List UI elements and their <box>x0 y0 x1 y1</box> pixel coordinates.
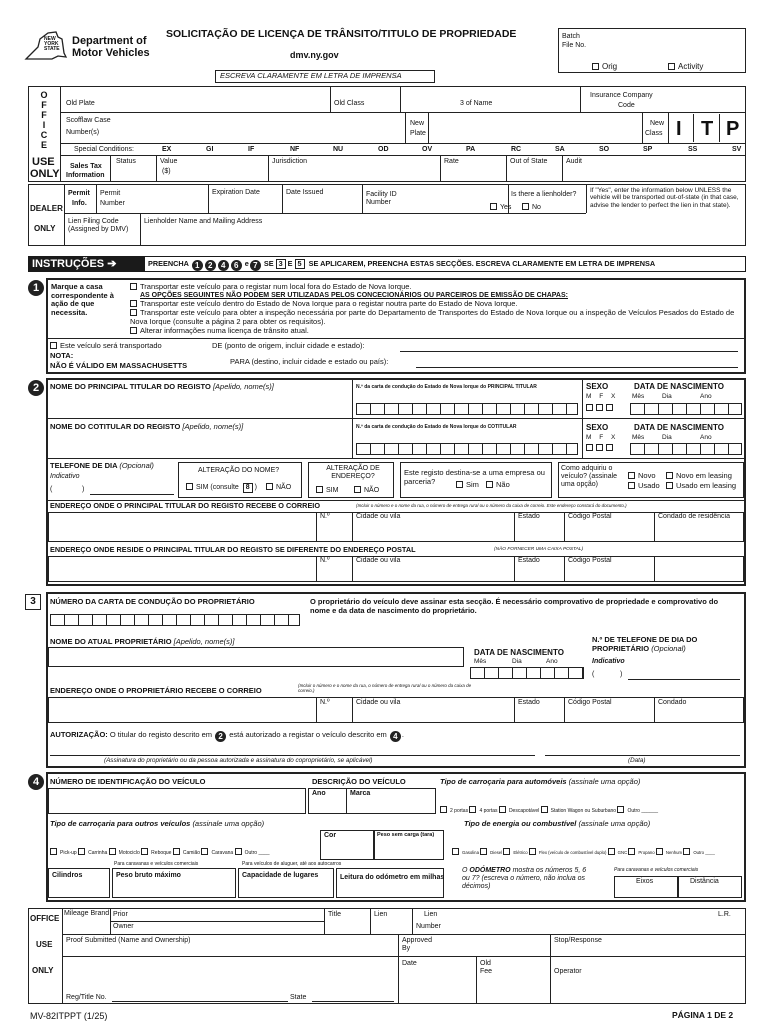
res-zip: Código Postal <box>568 557 612 564</box>
dealer-only-label: ONLY <box>34 224 56 233</box>
lien-filing-1: Lien Filing Code <box>68 218 119 225</box>
permit-number-1: Permit <box>100 190 121 197</box>
commercial-note: Para caravanas e veículos comerciais <box>614 867 699 873</box>
signature-line[interactable] <box>50 755 535 756</box>
business-question: Este registo destina-se a uma empresa ou parceria? <box>404 468 545 486</box>
option-in-state[interactable]: Transportar este veículo dentro do Estado de Nova Iorque para o registar noutra parte do Estado de Nova Iorque. <box>130 300 517 309</box>
transported-checkbox[interactable] <box>50 342 57 349</box>
dob-ano-2: Ano <box>700 434 712 441</box>
office-side-label: O F F I C E <box>40 90 48 150</box>
dealer-restriction-note: AS OPÇÕES SEGUINTES NÃO PODEM SER UTILIZADAS PELOS CONCECIONÁRIOS OU PARCEIROS DE EMISSÃO DE CHAPAS: <box>140 292 568 299</box>
auto-body-options[interactable]: 2 portas 4 portas Descapotável Station Wagon ou Suburbano Outro ______ <box>440 806 658 815</box>
permit-info-1: Permit <box>68 190 90 197</box>
acquired-novo-leasing-check[interactable] <box>666 472 673 479</box>
license-cotitular-label: N.º da carta de condução do Estado de Nova Iorque do COTITULAR <box>356 424 517 430</box>
scofflaw-numbers: Number(s) <box>66 129 100 136</box>
dob-ano: Ano <box>700 393 712 400</box>
owner: Owner <box>113 923 134 930</box>
cond-nf: NF <box>290 146 300 153</box>
address-change-no-check[interactable] <box>354 486 361 493</box>
bus-note: Para veículos de aluguer, até aos autocarros <box>242 861 342 867</box>
sexo-label: SEXO <box>586 382 609 391</box>
proof-submitted: Proof Submitted (Name and Ownership) <box>66 937 191 944</box>
owner-license-label: NÚMERO DA CARTA DE CONDUÇÃO DO PROPRIETÁRIO <box>50 597 255 606</box>
date-caption: (Data) <box>628 757 646 764</box>
arrow-right-icon: ➔ <box>107 258 117 270</box>
license-cotitular-field[interactable] <box>356 443 578 455</box>
state-line[interactable] <box>312 1001 394 1002</box>
lien-no-check[interactable] <box>522 203 529 210</box>
fuel-propane[interactable] <box>628 848 635 855</box>
dealer-label: DEALER <box>30 204 63 213</box>
business-yes[interactable]: Sim <box>456 481 479 490</box>
cond-ss: SS <box>688 146 698 153</box>
scofflaw-case: Scofflaw Case <box>66 117 111 124</box>
sex-f-check-2[interactable] <box>596 444 603 451</box>
new-class-2: Class <box>645 130 663 137</box>
insurance-company: Insurance Company <box>590 92 653 99</box>
office-bottom-office: OFFICE <box>30 914 60 923</box>
mail-state: Estado <box>518 513 540 520</box>
cond-sa: SA <box>555 146 565 153</box>
nota-text: NÃO É VÁLIDO EM MASSACHUSETTS <box>50 361 188 370</box>
name-change-no-check[interactable] <box>266 483 273 490</box>
body-other-vehicle[interactable] <box>235 848 242 855</box>
cond-if: IF <box>248 146 255 153</box>
dob-dia: Dia <box>662 393 672 400</box>
business-yes-check[interactable] <box>456 481 463 488</box>
insurance-code: Code <box>618 102 635 109</box>
acquired-novo[interactable]: Novo <box>628 472 656 481</box>
mail-zip: Código Postal <box>568 513 612 520</box>
permit-number-2: Number <box>100 200 125 207</box>
owner-mail-state: Estado <box>518 699 540 706</box>
lien-number-2: Number <box>416 923 441 930</box>
mileage-brand: Mileage Brand <box>64 910 110 917</box>
owner-mail-zip: Código Postal <box>568 699 612 706</box>
owner-phone-label: N.º DE TELEFONE DE DIA DO PROPRIETÁRIO (Opcional) <box>592 635 698 653</box>
cond-ov: OV <box>422 146 433 153</box>
distance-label: Distância <box>690 878 719 885</box>
fuel-diesel[interactable] <box>480 848 487 855</box>
fuel-other[interactable] <box>683 848 690 855</box>
vin-field[interactable] <box>48 788 306 814</box>
lienholder-name-address: Lienholder Name and Mailing Address <box>144 218 263 225</box>
owner-dob-ano: Ano <box>546 658 558 665</box>
lien-yes-check[interactable] <box>490 203 497 210</box>
mail-county: Condado de residência <box>658 513 730 520</box>
audit: Audit <box>566 158 582 165</box>
to-input-line[interactable] <box>416 367 738 368</box>
body-pickup[interactable] <box>50 848 57 855</box>
batch-label: Batch <box>562 33 580 40</box>
date-label: Date <box>402 960 417 967</box>
website: dmv.ny.gov <box>290 50 339 60</box>
option-out-of-state[interactable]: Transportar este veículo para o registar num local fora do Estado de Nova Iorque. <box>130 283 412 292</box>
signature-caption: (Assinatura do proprietário ou da pessoa autorizada e assinatura do coproprietário, se aplicável) <box>104 757 373 764</box>
value-unit: ($) <box>162 168 171 175</box>
value: Value <box>160 158 178 165</box>
three-of-name: 3 of Name <box>460 100 493 107</box>
option-change-info[interactable]: Alterar informações numa licença de trânsito atual. <box>130 327 309 336</box>
acquired-usado-leasing-check[interactable] <box>666 482 673 489</box>
status: Status <box>116 158 136 165</box>
address-change-yes-check[interactable] <box>316 486 323 493</box>
principal-dob-field[interactable] <box>630 403 742 415</box>
fuel-none[interactable] <box>656 848 663 855</box>
cotitular-name-input[interactable] <box>46 458 746 459</box>
from-label: DE (ponto de origem, incluir cidade e estado): <box>212 341 365 350</box>
owner-mail-city: Cidade ou vila <box>356 699 401 706</box>
cond-nu: NU <box>333 146 344 153</box>
activity-checkbox[interactable]: Activity <box>668 62 703 71</box>
mail-address-label: ENDEREÇO ONDE O PRINCIPAL TITULAR DO REGISTO RECEBE O CORREIO <box>50 501 321 510</box>
authorization-text: AUTORIZAÇÃO: O titular do registo descrito em 2 está autorizado a registar o veículo descrito em 4 . <box>50 730 404 741</box>
body-4-doors[interactable] <box>469 806 476 813</box>
instructions-title: INSTRUÇÕES ➔ <box>32 258 117 270</box>
other-body-label: Tipo de carroçaria para outros veículos (assinale uma opção) <box>50 819 265 828</box>
fuel-cng[interactable] <box>608 848 615 855</box>
office-bottom-use: USE <box>36 940 53 949</box>
activity-check[interactable] <box>668 63 675 70</box>
acquired-novo-leasing[interactable]: Novo em leasing <box>666 472 732 481</box>
owner-dob-dia: Dia <box>512 658 522 665</box>
res-state: Estado <box>518 557 540 564</box>
date-issued: Date Issued <box>286 189 324 196</box>
acquired-novo-check[interactable] <box>628 472 635 479</box>
old-plate: Old Plate <box>66 100 95 107</box>
lien-number-1: Lien <box>424 911 438 918</box>
option-in-state-check[interactable] <box>130 300 137 307</box>
name-change-question: ALTERAÇÃO DO NOME? <box>198 467 280 474</box>
stop-response: Stop/Response <box>554 937 602 944</box>
cond-sv: SV <box>732 146 742 153</box>
owner-name-field[interactable] <box>48 647 464 667</box>
res-city: Cidade ou vila <box>356 557 401 564</box>
body-station-wagon[interactable] <box>541 806 548 813</box>
dob-mes: Mês <box>632 393 645 400</box>
sex-x-check[interactable] <box>606 404 613 411</box>
facility-id-2: Number <box>366 199 391 206</box>
lien-no[interactable]: No <box>522 203 541 212</box>
lienholder-question: Is there a lienholder? <box>511 191 577 198</box>
approved-label: Approved <box>402 937 432 944</box>
business-no-check[interactable] <box>486 481 493 488</box>
form-id: MV-82ITPPT (1/25) <box>30 1011 108 1021</box>
section-2-marker: 2 <box>28 380 44 396</box>
vin-label: NÚMERO DE IDENTIFICAÇÃO DO VEÍCULO <box>50 777 206 786</box>
page-number: PÁGINA 1 DE 2 <box>672 1010 734 1020</box>
use-label: USE <box>32 156 55 168</box>
option-inspection-check[interactable] <box>130 309 137 316</box>
orig-check[interactable] <box>592 63 599 70</box>
dob-mes-2: Mês <box>632 434 645 441</box>
lien-label: Lien <box>374 911 388 918</box>
acquired-usado-check[interactable] <box>628 482 635 489</box>
owner-mail-label: ENDEREÇO ONDE O PROPRIETÁRIO RECEBE O CORREIO <box>50 686 262 695</box>
logo-state-text: NEW YORK STATE <box>44 36 60 52</box>
vehicle-desc-label: DESCRIÇÃO DO VEÍCULO <box>312 777 406 786</box>
mail-city: Cidade ou vila <box>356 513 401 520</box>
batch-box <box>558 28 746 73</box>
form-title: SOLICITAÇÃO DE LICENÇA DE TRÂNSITO/TITULO DE PROPRIEDADE <box>166 28 517 40</box>
odometer-label: Leitura do odómetro em milhas <box>340 874 445 881</box>
sales-tax: Sales Tax <box>70 163 102 170</box>
dob-label: DATA DE NASCIMENTO <box>634 382 724 391</box>
body-motorcycle[interactable] <box>109 848 116 855</box>
to-label: PARA (destino, incluir cidade e estado ou país): <box>230 357 389 366</box>
vehicle-year: Ano <box>312 790 326 797</box>
owner-phone-paren-open: ( <box>592 671 595 678</box>
sex-x-check-2[interactable] <box>606 444 613 451</box>
odometer-field[interactable] <box>336 868 444 898</box>
cond-od: OD <box>378 146 389 153</box>
owner-phone-indicativo: Indicativo <box>592 658 625 665</box>
owner-dob-mes: Mês <box>474 658 487 665</box>
auto-body-label: Tipo de carroçaria para automóveis (assinale uma opção) <box>440 777 641 786</box>
phone-label: TELEFONE DE DIA (Opcional) <box>50 461 154 470</box>
permit-info-2: Info. <box>72 200 87 207</box>
axles-label: Eixos <box>636 878 654 885</box>
section-3-marker: 3 <box>25 594 41 610</box>
sex-m-check-2[interactable] <box>586 444 593 451</box>
body-trailer[interactable] <box>141 848 148 855</box>
body-van[interactable] <box>78 848 85 855</box>
name-change-yes[interactable]: SIM (consulte 8 ) <box>186 483 257 493</box>
color-label: Cor <box>324 832 337 839</box>
new-plate-1: New <box>410 120 425 127</box>
owner-mail-county: Condado <box>658 699 687 706</box>
office-bottom-only: ONLY <box>32 966 54 975</box>
acquired-usado[interactable]: Usado <box>628 482 660 491</box>
caravan-note: Para caravanas e veículos comerciais <box>114 861 199 867</box>
vehicle-make: Marca <box>350 790 371 797</box>
instructions-text: PREENCHA 1 2 4 6 e 7 SE 3 E 5 SE APLICAREM, PREENCHA ESTAS SECÇÕES. ESCREVA CLARAMENTE EM LETRA DE IMPRENSA <box>148 259 656 270</box>
itp-t: T <box>701 118 714 140</box>
body-other[interactable] <box>617 806 624 813</box>
name-change-yes-check[interactable] <box>186 483 193 490</box>
new-class-1: New <box>650 120 665 127</box>
option-inspection[interactable]: Transportar este veículo para obter a inspeção necessária por parte do Departamento de Transportes do Estado de Nova Iorque ou a inspeção de Veículos Pesados do Estado de Nova Iorque (consulte a página 2 para obter os requisitos). <box>130 308 735 326</box>
itp-i: I <box>676 118 682 140</box>
body-2-doors[interactable] <box>440 806 447 813</box>
sex-f-check[interactable] <box>596 404 603 411</box>
fuel-electric[interactable] <box>503 848 510 855</box>
lr-label: L.R. <box>718 911 731 918</box>
other-body-options[interactable]: Pick-up Carrinha Motociclo Reboque Camião Caravana Outro ____ <box>50 848 270 857</box>
only-label: ONLY <box>30 168 60 180</box>
owner-sign-note: O proprietário do veículo deve assinar esta secção. É necessário comprovativo de propriedade e comprovativo do nome e da data de nascimento do proprietário. <box>310 597 719 615</box>
res-no: N.º <box>320 557 330 564</box>
name-change-no[interactable]: NÃO <box>266 483 291 492</box>
office-use-panel <box>28 86 746 182</box>
acquired-question: Como adquiriu o veículo? (assinale uma opção) <box>561 465 618 489</box>
new-plate-2: Plate <box>410 130 426 137</box>
print-note: ESCREVA CLARAMENTE EM LETRA DE IMPRENSA <box>220 71 402 80</box>
owner-mail-no: N.º <box>320 699 330 706</box>
owner-name-label: NOME DO ATUAL PROPRIETÁRIO [Apelido, nome(s)] <box>50 637 235 646</box>
owner-phone-paren-close: ) <box>620 671 623 678</box>
sex-checkboxes-2[interactable] <box>586 444 616 453</box>
cotitular-dob-field[interactable] <box>630 443 742 455</box>
mail-address-note: (Incluir o número e o nome da rua, o número de entrega rural ou o número da caixa de correio. Este endereço constará do documento.) <box>356 503 627 508</box>
cylinders-label: Cilindros <box>52 872 83 879</box>
cond-sp: SP <box>643 146 653 153</box>
body-caravan[interactable] <box>201 848 208 855</box>
itp-p: P <box>726 118 740 140</box>
approved-by: By <box>402 945 411 952</box>
address-change-no[interactable]: NÃO <box>354 486 379 495</box>
vehicle-year-make-field[interactable] <box>308 788 436 814</box>
address-change-yes[interactable]: SIM <box>316 486 338 495</box>
fuel-flex[interactable] <box>529 848 536 855</box>
acquired-usado-leasing[interactable]: Usado em leasing <box>666 482 736 491</box>
option-out-of-state-check[interactable] <box>130 283 137 290</box>
cond-ex: EX <box>162 146 172 153</box>
seating-label: Capacidade de lugares <box>242 872 319 879</box>
out-of-state: Out of State <box>510 158 548 165</box>
cond-gi: GI <box>206 146 214 153</box>
phone-input[interactable] <box>90 494 174 495</box>
sales-tax-info: Information <box>66 172 105 179</box>
logo-line1: Department of <box>72 35 147 47</box>
license-principal-label: N.º da carta de condução do Estado de Nova Iorque do PRINCIPAL TITULAR <box>356 384 537 390</box>
fuel-label: Tipo de energia ou combustível (assinale uma opção) <box>464 819 651 828</box>
transported-check[interactable]: Este veículo será transportado <box>50 342 162 351</box>
operator-label: Operator <box>554 968 582 975</box>
phone-indicativo: Indicativo <box>50 473 80 480</box>
phone-paren-open: ( <box>50 486 53 493</box>
dob-label-2: DATA DE NASCIMENTO <box>634 423 724 432</box>
jurisdiction: Jurisdiction <box>272 158 308 165</box>
prior: Prior <box>113 911 128 918</box>
address-change-question: ALTERAÇÃO DE ENDEREÇO? <box>326 465 380 481</box>
sex-checkboxes[interactable] <box>586 404 616 413</box>
expiration-date: Expiration Date <box>212 189 260 196</box>
body-truck[interactable] <box>173 848 180 855</box>
unladen-weight-label: Peso sem carga (tara) <box>377 832 435 838</box>
sexo-label-2: SEXO <box>586 423 609 432</box>
license-principal-field[interactable] <box>356 403 578 415</box>
owner-license-field[interactable] <box>50 614 300 626</box>
old-class: Old Class <box>334 100 365 107</box>
principal-name-input[interactable] <box>46 418 746 419</box>
residence-address-note: (NÃO FORNECER UMA CAIXA POSTAL) <box>494 547 584 552</box>
mark-label: Marque a casa correspondente à ação de que necessita. <box>51 282 114 317</box>
rate: Rate <box>444 158 459 165</box>
lien-yes[interactable]: Yes <box>490 203 511 212</box>
mail-no: N.º <box>320 513 330 520</box>
owner-phone-input[interactable] <box>628 679 740 680</box>
fuel-gasoline[interactable] <box>452 848 459 855</box>
title-label: Title <box>328 911 341 918</box>
logo-line2: Motor Vehicles <box>72 47 150 59</box>
cond-pa: PA <box>466 146 476 153</box>
state-label: State <box>290 994 307 1001</box>
body-convertible[interactable] <box>499 806 506 813</box>
section-1-marker: 1 <box>28 280 44 296</box>
owner-mail-note: (Incluir o número e o nome da rua, o número de entrega rural ou o número da caixa de correio.) <box>298 683 472 694</box>
cond-so: SO <box>599 146 610 153</box>
cond-rc: RC <box>511 146 522 153</box>
lien-filing-2: (Assigned by DMV) <box>68 226 129 233</box>
special-conditions: Special Conditions: <box>74 146 134 153</box>
sex-mfx: M F X <box>586 393 616 400</box>
sex-mfx-2: M F X <box>586 434 616 441</box>
old-fee-1: Old <box>480 960 491 967</box>
residence-address-label: ENDEREÇO ONDE RESIDE O PRINCIPAL TITULAR DO REGISTO SE DIFERENTE DO ENDEREÇO POSTAL <box>50 545 416 554</box>
dob-dia-2: Dia <box>662 434 672 441</box>
owner-dob-label: DATA DE NASCIMENTO <box>474 648 564 657</box>
business-no[interactable]: Não <box>486 481 510 490</box>
facility-id-1: Facility ID <box>366 191 397 198</box>
old-fee-2: Fee <box>480 968 493 975</box>
principal-name-label: NOME DO PRINCIPAL TITULAR DO REGISTO [Apelido, nome(s)] <box>50 382 274 391</box>
phone-paren-close: ) <box>82 486 85 493</box>
signature-date-line[interactable] <box>545 755 740 756</box>
owner-dob-field[interactable] <box>470 667 584 679</box>
file-no-label: File No. <box>562 42 587 49</box>
orig-checkbox[interactable]: Orig <box>592 62 617 71</box>
cotitular-name-label: NOME DO COTITULAR DO REGISTO [Apelido, nome(s)] <box>50 422 244 431</box>
reg-title-no: Reg/Title No. <box>66 994 107 1001</box>
odometer-note: O ODÓMETRO mostra os números 5, 6 ou 7? (escreva o número, não inclua os décimos) <box>462 867 587 891</box>
dmv-logo <box>22 27 152 67</box>
lien-yes-note: If "Yes", enter the information below UNLESS the vehicle will be transported out-of-state (in that case, advise the lender to perfect the lien in that state). <box>590 187 739 209</box>
gross-weight-label: Peso bruto máximo <box>116 872 181 879</box>
sex-m-check[interactable] <box>586 404 593 411</box>
reg-title-no-line[interactable] <box>112 1001 288 1002</box>
section-4-marker: 4 <box>28 774 44 790</box>
nota-label: NOTA: <box>50 351 74 360</box>
option-change-info-check[interactable] <box>130 327 137 334</box>
fuel-options[interactable]: Gasolina Diesel Elétrico Flex (veículo de combustível duplo) GNC Propano Nenhum Outro ____ <box>452 848 715 856</box>
from-input-line[interactable] <box>400 351 738 352</box>
